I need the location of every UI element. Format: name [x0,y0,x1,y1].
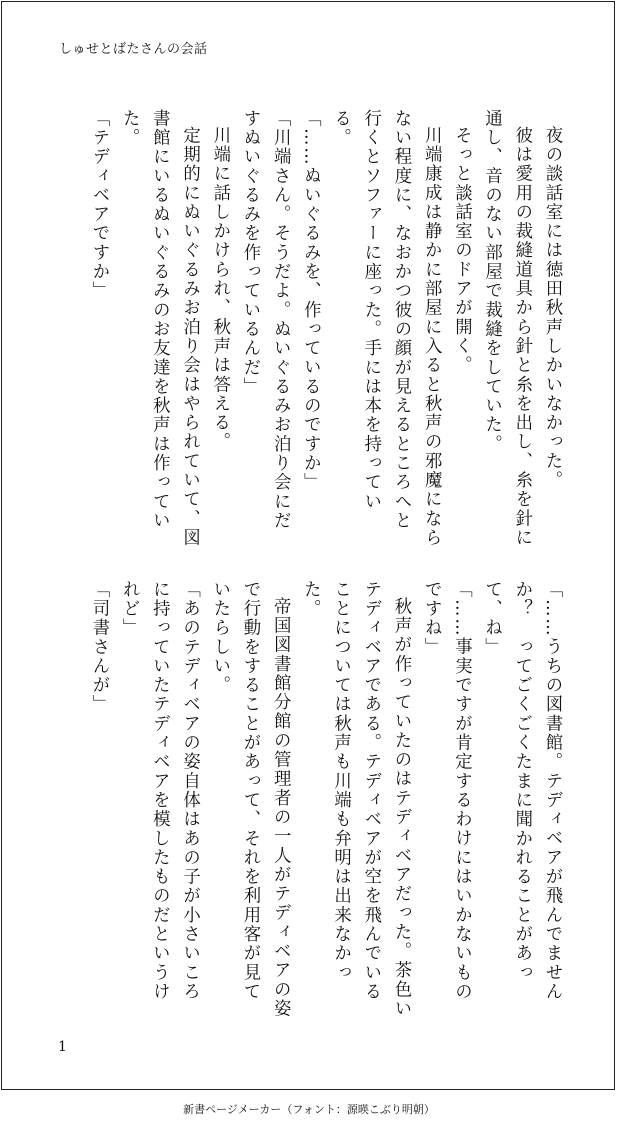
novel-page [1,1,615,1090]
paragraph: 夜の談話室には徳田秋声しかいなかった。 [542,126,562,491]
page-number: 1 [58,1039,67,1055]
paragraph: 川端康成は静かに部屋に入ると秋声の邪魔にならない程度に、なおかつ彼の顔が見えるところへと行くとソファーに座った。手には本を持っている。 [330,109,442,548]
paragraph: 「川端さん。そうだよ。ぬいぐるみお泊り会にだすぬいぐるみを作っているんだ」 [239,109,291,531]
paragraph: 「……ぬいぐるみを、作っているのですか」 [300,109,321,492]
paragraph: 「司書さんが」 [88,580,109,715]
paragraph: 「……うちの図書館。テディベアが飛んでませんか？ ってごくごくたまに聞かれることがあって、ね」 [481,580,562,1002]
paragraph: 彼は愛用の裁縫道具から針と糸を出し、糸を針に通し、音のない部屋で裁縫をしていた。 [481,109,532,548]
paragraph: 「……事実ですが肯定するわけにはいかないものですね」 [421,580,472,1002]
paragraph: 川端に話しかけられ、秋声は答える。 [209,126,230,452]
text-block-top [57,109,567,549]
page-title: しゅせとばたさんの会話 [59,42,208,57]
paragraph: 「テディベアですか」 [88,109,109,301]
paragraph: 帝国図書館分館の管理者の一人がテディベアの姿で行動をすることがあって、それを利用客が見ていたらしい。 [209,580,291,1019]
footer-credit: 新書ページメーカー（フォント：源暎こぶり明朝） [183,1103,435,1116]
paragraph: 秋声が作っていたのはテディベアだった。茶色いテディベアである。テディベアが空を飛んでいることについては秋声も川端も弁明は出来なかった。 [300,580,411,1019]
text-block-bottom [57,580,567,1020]
paragraph: 定期的にぬいぐるみお泊り会はやられていて、図書館にいるぬいぐるみのお友達を秋声は作っていた。 [119,109,200,548]
paragraph: 「あのテディベアの姿自体はあの子が小さいころに持っていたテディベアを模したものだというけれど」 [119,580,200,1002]
paragraph: そっと談話室のドアが開く。 [451,126,472,376]
